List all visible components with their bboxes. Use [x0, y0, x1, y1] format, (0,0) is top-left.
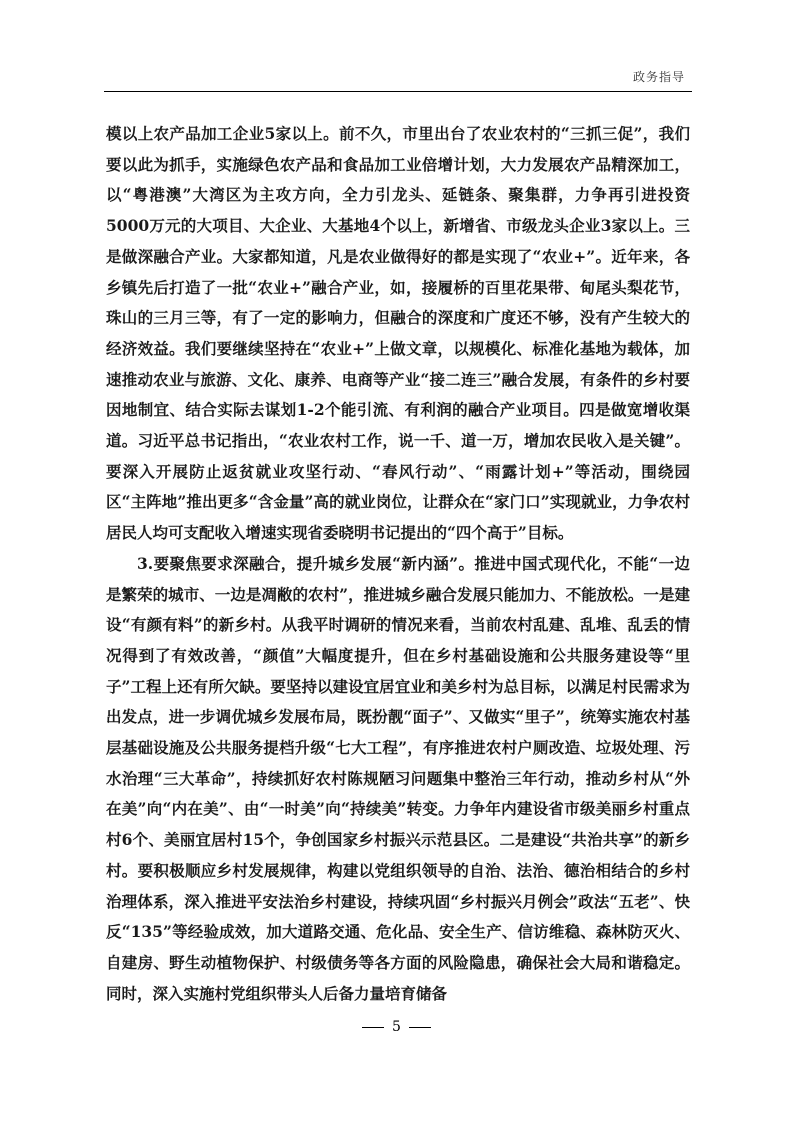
- page-number: 5: [392, 1019, 401, 1035]
- document-body: [106, 119, 690, 1009]
- page-footer: [0, 1019, 793, 1035]
- footer-dash-right: [409, 1027, 431, 1028]
- paragraph-2: 3.要聚焦要求深融合，提升城乡发展“新内涵”。推进中国式现代化，不能“一边是繁荣的城市、一边是凋敝的农村”，推进城乡融合发展只能加力、不能放松。一是建设“有颜有料”的新乡村。从我平时调研的情况来看，当前农村乱建、乱堆、乱丢的情况得到了有效改善，“颜值”大幅度提升，但在乡村基础设施和公共服务建设等“里子”工程上还有所欠缺。要坚持以建设宜居宜业和美乡村为总目标，以满足村民需求为出发点，进一步调优城乡发展布局，既扮靓“面子”、又做实“里子”，统筹实施农村基层基础设施及公共服务提档升级“七大工程”，有序推进农村户厕改造、垃圾处理、污水治理“三大革命”，持续抓好农村陈规陋习问题集中整治三年行动，推动乡村从“外在美”向“内在美”、由“一时美”向“持续美”转变。力争年内建设省市级美丽乡村重点村6个、美丽宜居村15个，争创国家乡村振兴示范县区。二是建设“共治共享”的新乡村。要积极顺应乡村发展规律，构建以党组织领导的自治、法治、德治相结合的乡村治理体系，深入推进平安法治乡村建设，持续巩固“乡村振兴月例会”政法“五老”、快反“135”等经验成效，加大道路交通、危化品、安全生产、信访维稳、森林防灭火、自建房、野生动植物保护、村级债务等各方面的风险隐患，确保社会大局和谐稳定。同时，深入实施村党组织带头人后备力量培育储备: [106, 553, 690, 1003]
- header-divider: [104, 91, 692, 92]
- footer-dash-left: [362, 1027, 384, 1028]
- paragraph-1: 模以上农产品加工企业5家以上。前不久，市里出台了农业农村的“三抓三促”，我们要以此为抓手，实施绿色农产品和食品加工业倍增计划，大力发展农产品精深加工，以“粤港澳”大湾区为主攻方向，全力引龙头、延链条、聚集群，力争再引进投资5000万元的大项目、大企业、大基地4个以上，新增省、市级龙头企业3家以上。三是做深融合产业。大家都知道，凡是农业做得好的都是实现了“农业+”。近年来，各乡镇先后打造了一批“农业+”融合产业，如，接履桥的百里花果带、甸尾头梨花节，珠山的三月三等，有了一定的影响力，但融合的深度和广度还不够，没有产生较大的经济效益。我们要继续坚持在“农业+”上做文章，以规模化、标准化基地为载体，加速推动农业与旅游、文化、康养、电商等产业“接二连三”融合发展，有条件的乡村要因地制宜、结合实际去谋划1-2个能引流、有利润的融合产业项目。四是做宽增收渠道。习近平总书记指出，“农业农村工作，说一千、道一万，增加农民收入是关键”。要深入开展防止返贫就业攻坚行动、“春风行动”、“雨露计划+”等活动，围绕园区“主阵地”推出更多“含金量”高的就业岗位，让群众在“家门口”实现就业，力争农村居民人均可支配收入增速实现省委晓明书记提出的“四个高于”目标。: [106, 124, 690, 543]
- section-label: 政务指导: [632, 70, 685, 84]
